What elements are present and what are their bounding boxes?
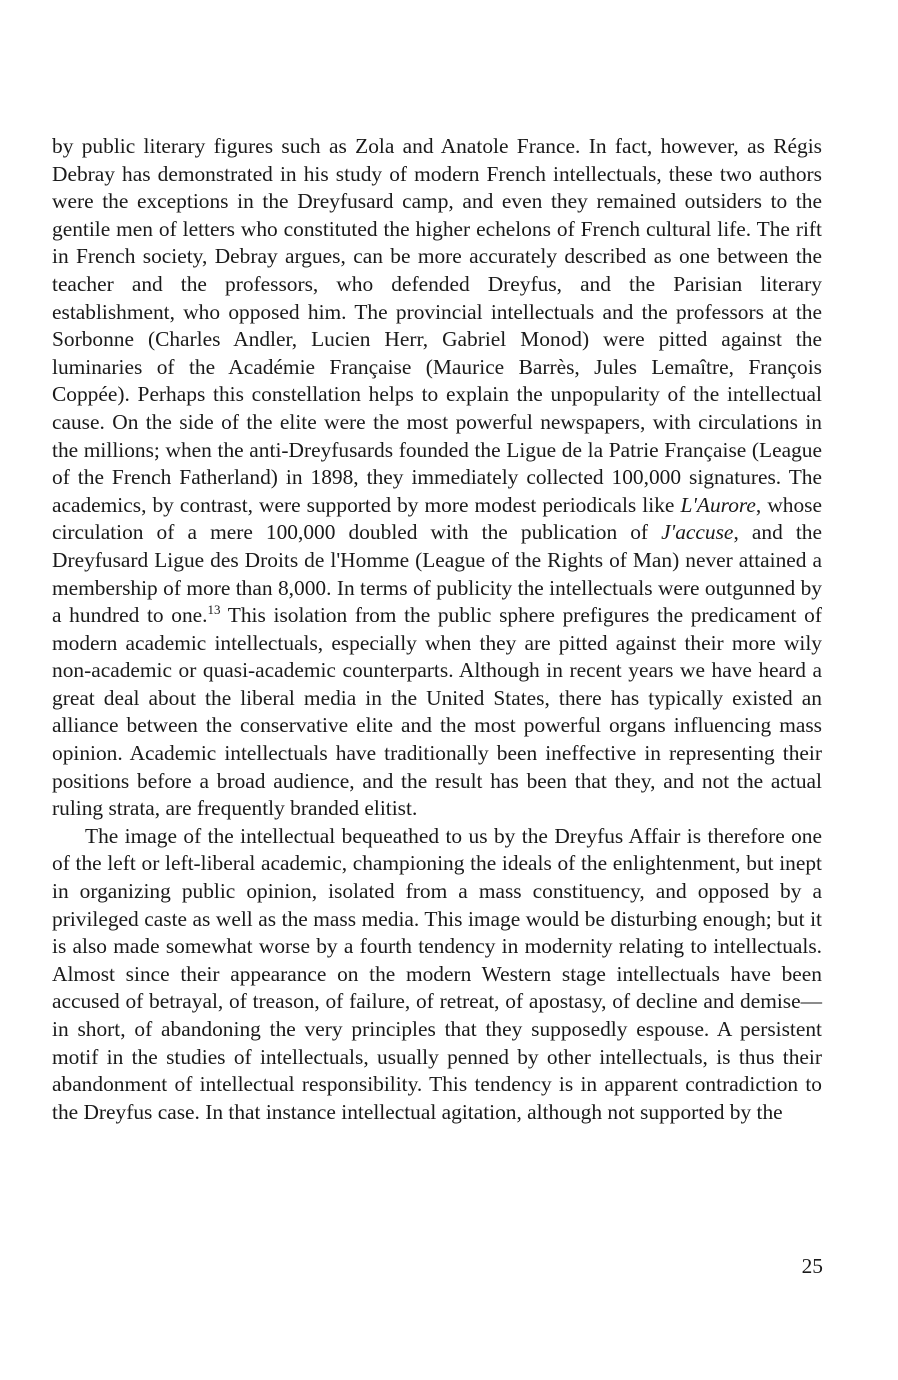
page-body: [52, 133, 822, 1126]
body-paragraph-1: [52, 133, 822, 823]
body-paragraph-2: The image of the intellectual bequeathed to us by the Dreyfus Affair is therefore one of the left or left-liberal academic, championing the ideals of the enlightenment, but inept in organizing public opinion, isolated from a mass constituency, and opposed by a privileged caste as well as the mass media. This image would be disturbing enough; but it is also made somewhat worse by a fourth tendency in modernity relating to intellectuals. Almost since their appearance on the modern Western stage intellectuals have been accused of betrayal, of treason, of failure, of retreat, of apostasy, of decline and demise—in short, of abandoning the very principles that they supposedly espouse. A persistent motif in the studies of intellectuals, usually penned by other intellectuals, is thus their abandonment of intellectual responsibility. This tendency is in apparent contradiction to the Dreyfus case. In that instance intellectual agitation, although not supported by the: [52, 823, 822, 1124]
page-number: 25: [801, 1254, 823, 1278]
title-jaccuse: J'accuse: [661, 520, 734, 545]
paragraph-1-text-c: , and the Dreyfusard Ligue des Droits de l'Homme (League of the Rights of Man) never attained a membership of more than 8,000. In terms of publicity the intellectuals were outgunned by a hundred to one.: [52, 520, 822, 628]
periodical-title-laurore: L'Aurore: [680, 492, 756, 517]
footnote-marker: 13: [207, 602, 221, 618]
paragraph-1-text-d: This isolation from the public sphere prefigures the predicament of modern academic intellectuals, especially when they are pitted against their more wily non-academic or quasi-academic counterparts. Although in recent years we have heard a great deal about the liberal media in the United States, there has typically existed an alliance between the conservative elite and the most powerful organs influencing mass opinion. Academic intellectuals have traditionally been ineffective in representing their positions before a broad audience, and the result has been that they, and not the actual ruling strata, are frequently branded elitist.: [52, 603, 822, 821]
paragraph-1-text-b: , whose circulation of a mere 100,000 doubled with the publication of: [52, 492, 822, 545]
paragraph-1-text-a: by public literary figures such as Zola and Anatole France. In fact, however, as Régis Debray has demonstrated in his study of modern French intellectuals, these two authors were the exceptions in the Dreyfusard camp, and even they remained outsiders to the gentile men of letters who constituted the higher echelons of French cultural life. The rift in French society, Debray argues, can be more accurately described as one between the teacher and the professors, who defended Dreyfus, and the Parisian literary establishment, who opposed him. The provincial intellectuals and the professors at the Sorbonne (Charles Andler, Lucien Herr, Gabriel Monod) were pitted against the luminaries of the Académie Française (Maurice Barrès, Jules Lemaître, François Coppée). Perhaps this constellation helps to explain the unpopularity of the intellectual cause. On the side of the elite were the most powerful newspapers, with circulations in the millions; when the anti-Dreyfusards founded the Ligue de la Patrie Française (League of the French Fatherland) in 1898, they immediately collected 100,000 signatures. The academics, by contrast, were supported by more modest periodicals like: [52, 134, 822, 517]
